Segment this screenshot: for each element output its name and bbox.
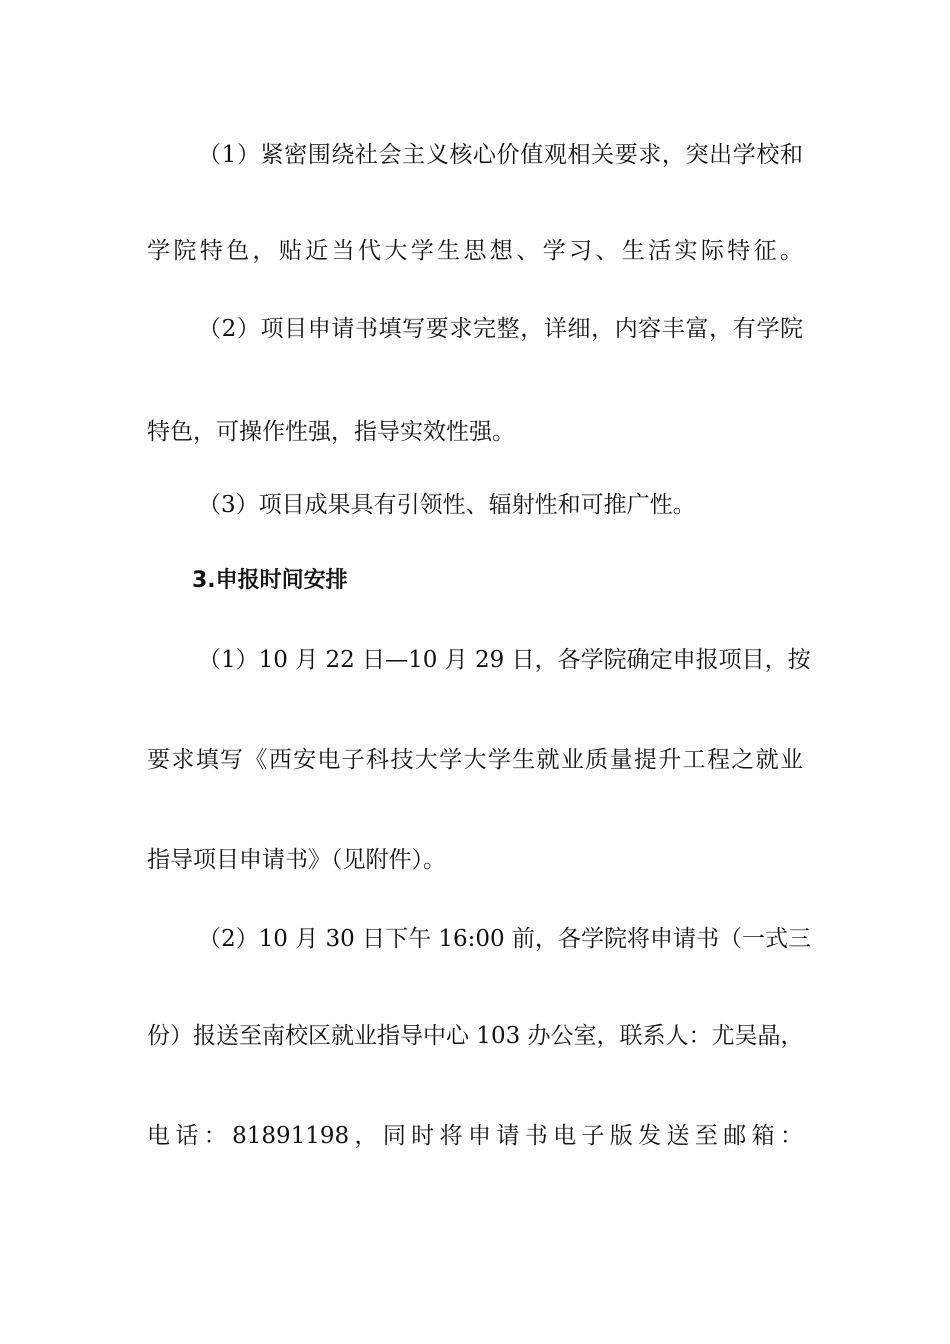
paragraph-line-8: 指导项目申请书》（见附件）。	[147, 847, 446, 873]
section-heading: 3.申报时间安排	[192, 568, 348, 593]
paragraph-line-5: （3）项目成果具有引领性、辐射性和可推广性。	[198, 492, 696, 518]
paragraph-line-11: 电话：81891198，同时将申请书电子版发送至邮箱：	[147, 1123, 803, 1149]
paragraph-line-7: 要求填写《西安电子科技大学大学生就业质量提升工程之就业	[147, 747, 803, 773]
paragraph-line-1: （1）紧密围绕社会主义核心价值观相关要求，突出学校和	[198, 142, 803, 168]
paragraph-line-10: 份）报送至南校区就业指导中心 103 办公室，联系人：尤吴晶，	[147, 1023, 804, 1049]
paragraph-line-6: （1）10 月 22 日—10 月 29 日，各学院确定申报项目，按	[198, 647, 811, 673]
paragraph-line-9: （2）10 月 30 日下午 16:00 前，各学院将申请书（一式三	[198, 926, 812, 952]
paragraph-line-2: 学院特色，贴近当代大学生思想、学习、生活实际特征。	[147, 238, 803, 264]
paragraph-line-3: （2）项目申请书填写要求完整，详细，内容丰富，有学院	[198, 316, 803, 342]
paragraph-line-4: 特色，可操作性强，指导实效性强。	[147, 419, 515, 445]
